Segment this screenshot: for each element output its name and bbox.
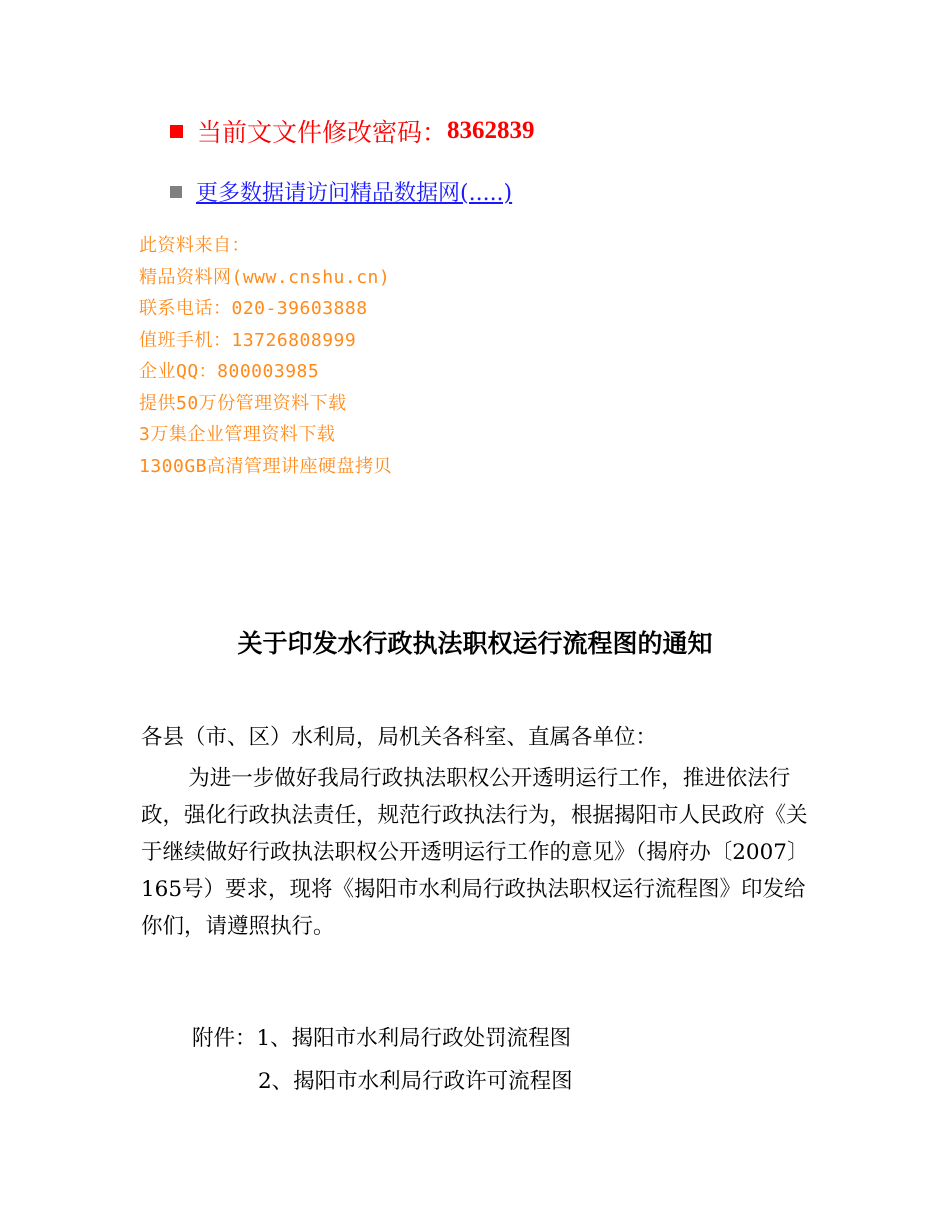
password-value: 8362839 [447,117,535,144]
more-data-link[interactable]: 更多数据请访问精品数据网(.....) [196,181,513,206]
paragraph-text: 为进一步做好我局行政执法职权公开透明运行工作，推进依法行政，强化行政执法责任，规范行政执法行为，根据揭阳市人民政府《关于继续做好行政执法职权公开透明运行工作的意见》（揭府办〔2007〕165号）要求，现将《揭阳市水利局行政执法职权运行流程图》印发给你们，请遵照执行。 [141,766,809,939]
source-line: 企业QQ：800003985 [139,361,320,382]
password-notice [170,113,535,149]
source-line: 提供50万份管理资料下载 [139,392,347,414]
red-square-bullet-icon [170,125,183,138]
body-paragraph [141,760,821,945]
document-title: 关于印发水行政执法职权运行流程图的通知 [237,629,713,658]
source-line: 精品资料网(www.cnshu.cn) [139,266,391,288]
salutation: 各县（市、区）水利局，局机关各科室、直属各单位： [141,725,658,750]
source-line: 1300GB高清管理讲座硬盘拷贝 [139,455,393,477]
source-line: 值班手机：13726808999 [139,329,357,351]
more-data-line [170,176,512,207]
attachment-1: 附件：1、揭阳市水利局行政处罚流程图 [192,1026,572,1051]
source-line: 联系电话：020-39603888 [139,298,368,319]
password-label: 当前文文件修改密码： [197,118,448,147]
gray-square-bullet-icon [170,186,182,198]
source-info-block [139,230,392,482]
source-line: 此资料来自： [139,235,250,256]
source-line: 3万集企业管理资料下载 [139,424,336,445]
attachment-2: 2、揭阳市水利局行政许可流程图 [258,1069,573,1094]
